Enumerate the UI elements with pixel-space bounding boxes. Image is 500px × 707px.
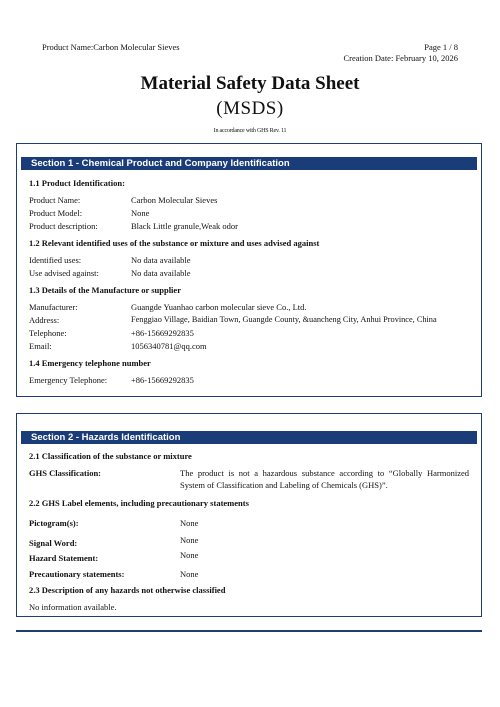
- subsection-1-4-heading: 1.4 Emergency telephone number: [29, 358, 151, 368]
- field-label: Product description:: [29, 221, 98, 231]
- field-value: None: [180, 518, 199, 528]
- field-label: Telephone:: [29, 328, 67, 338]
- field-label: Product Name:: [29, 195, 81, 205]
- field-value: No data available: [131, 255, 191, 265]
- header-page-info: [344, 42, 458, 64]
- subsection-2-2-heading: 2.2 GHS Label elements, including precautionary statements: [29, 498, 249, 508]
- field-value: +86-15669292835: [131, 375, 194, 385]
- no-information-text: No information available.: [29, 602, 117, 612]
- document-title: Material Safety Data Sheet: [140, 73, 360, 94]
- field-label: GHS Classification:: [29, 468, 102, 478]
- field-value: Black Little granule,Weak odor: [131, 221, 238, 231]
- field-label: Manufacturer:: [29, 302, 78, 312]
- field-label: Emergency Telephone:: [29, 375, 108, 385]
- field-label: Hazard Statement:: [29, 553, 99, 563]
- subsection-1-3-heading: 1.3 Details of the Manufacture or supplier: [29, 285, 181, 295]
- header-product-name: Product Name:Carbon Molecular Sieves: [42, 42, 180, 52]
- field-label: Use advised against:: [29, 268, 99, 278]
- field-value: None: [131, 208, 150, 218]
- field-label: Address:: [29, 315, 60, 325]
- subsection-2-1-heading: 2.1 Classification of the substance or mixture: [29, 451, 192, 461]
- page-number: Page 1 / 8: [424, 42, 458, 52]
- ghs-classification-text: The product is not a hazardous substance according to “Globally Harmonized System of Classification and Labeling of Chemicals (GHS)”.: [180, 468, 469, 490]
- field-value: None: [180, 550, 199, 560]
- document-subtitle: (MSDS): [216, 98, 284, 119]
- ghs-revision-note: In accordance with GHS Rev. 11: [213, 128, 287, 134]
- field-value: Fenggiao Village, Baidian Town, Guangde County, &uancheng City, Anhui Province, China: [131, 315, 437, 324]
- field-label: Signal Word:: [29, 538, 78, 548]
- section-1-heading: Section 1 - Chemical Product and Company Identification: [21, 157, 477, 170]
- subsection-2-3-heading: 2.3 Description of any hazards not otherwise classified: [29, 585, 226, 595]
- subsection-1-2-heading: 1.2 Relevant identified uses of the substance or mixture and uses advised against: [29, 238, 320, 248]
- field-value: Carbon Molecular Sieves: [131, 195, 218, 205]
- bottom-divider: [16, 630, 482, 632]
- field-label: Precautionary statements:: [29, 569, 125, 579]
- field-label: Pictogram(s):: [29, 518, 79, 528]
- section-1: [16, 143, 482, 397]
- field-label: Product Model:: [29, 208, 83, 218]
- field-value: None: [180, 569, 199, 579]
- section-2: [16, 413, 482, 617]
- field-label: Email:: [29, 341, 52, 351]
- field-label: Identified uses:: [29, 255, 82, 265]
- subsection-1-1-heading: 1.1 Product Identification:: [29, 178, 125, 188]
- field-value: Guangde Yuanhao carbon molecular sieve Co., Ltd.: [131, 302, 307, 312]
- section-2-heading: Section 2 - Hazards Identification: [21, 431, 477, 444]
- field-value: None: [180, 535, 199, 545]
- field-value: No data available: [131, 268, 191, 278]
- creation-date: Creation Date: February 10, 2026: [343, 53, 458, 63]
- field-value: +86-15669292835: [131, 328, 194, 338]
- field-value: 1056340781@qq.com: [131, 341, 207, 351]
